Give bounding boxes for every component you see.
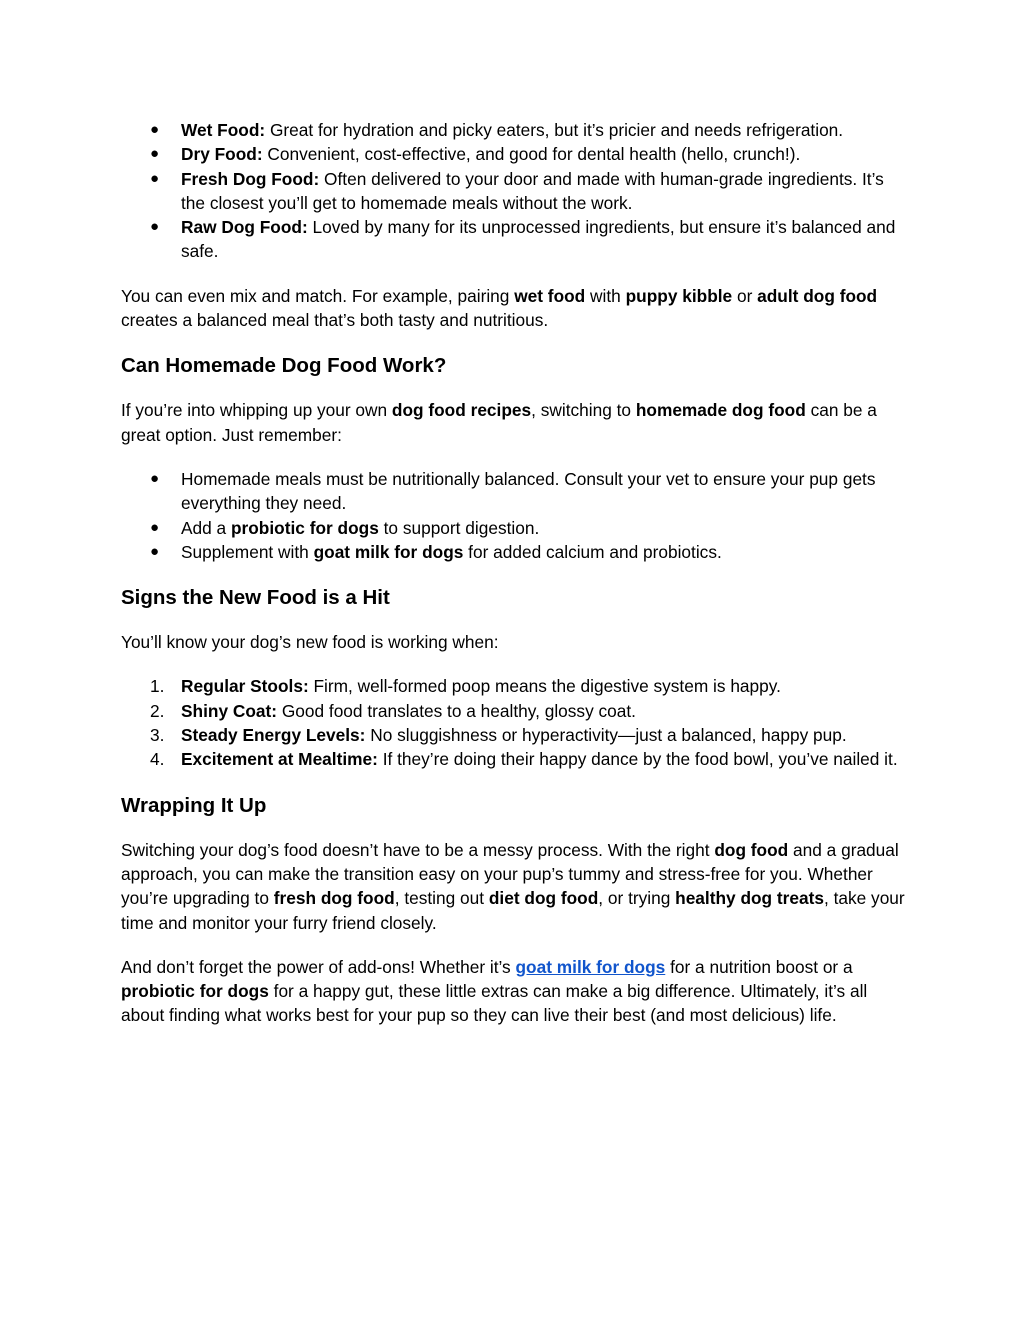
item-text: Homemade meals must be nutritionally balanced. Consult your vet to ensure your pup gets everything they need. <box>181 468 876 514</box>
bold-run: diet dog food <box>488 888 599 909</box>
text-run: with <box>585 285 626 306</box>
wrap-paragraph-1 <box>121 838 906 935</box>
item-text: If they’re doing their happy dance by the food bowl, you’ve nailed it. <box>377 749 898 770</box>
bullet-icon: ● <box>150 542 160 560</box>
bold-run: probiotic for dogs <box>121 981 269 1002</box>
item-text: Often delivered to your door and made with human-grade ingredients. It’s the closest you’ll get to homemade meals without the work. <box>181 168 884 213</box>
text-run: , switching to <box>531 400 636 421</box>
bold-run: probiotic for dogs <box>230 517 379 538</box>
item-label: Fresh Dog Food: <box>181 168 320 189</box>
item-label: Wet Food: <box>181 120 266 140</box>
item-label: Raw Dog Food: <box>181 217 308 238</box>
item-text: to support digestion. <box>378 517 540 538</box>
item-text: Firm, well-formed poop means the digestive system is happy. <box>308 676 781 697</box>
list-item <box>121 723 906 747</box>
list-item <box>121 516 906 540</box>
signs-heading: Signs the New Food is a Hit <box>121 586 390 610</box>
list-item <box>121 699 906 723</box>
bullet-icon: ● <box>150 121 160 138</box>
bullet-icon: ● <box>150 145 160 163</box>
list-item <box>121 215 906 264</box>
bold-run: adult dog food <box>757 285 878 306</box>
list-item <box>121 142 906 166</box>
homemade-intro <box>121 398 906 447</box>
list-item <box>121 467 906 516</box>
signs-intro: You’ll know your dog’s new food is working when: <box>121 632 499 653</box>
bullet-icon: ● <box>150 469 160 487</box>
text-run: If you’re into whipping up your own <box>121 400 392 421</box>
item-text: No sluggishness or hyperactivity—just a balanced, happy pup. <box>365 725 847 746</box>
item-label: Steady Energy Levels: <box>181 725 366 746</box>
signs-list <box>121 674 906 771</box>
mix-paragraph <box>121 284 906 333</box>
bold-run: puppy kibble <box>625 285 733 306</box>
bold-run: dog food <box>714 839 789 860</box>
item-text: Supplement with <box>181 541 314 562</box>
text-run: creates a balanced meal that’s both tasty and nutritious. <box>121 310 549 331</box>
bold-run: dog food recipes <box>391 400 532 421</box>
document-page <box>121 118 906 1028</box>
item-text: Good food translates to a healthy, glossy coat. <box>277 700 636 721</box>
item-number: 3. <box>150 725 165 746</box>
list-item <box>121 540 906 564</box>
item-number: 2. <box>150 700 165 721</box>
item-text: Great for hydration and picky eaters, but it’s pricier and needs refrigeration. <box>265 120 844 140</box>
list-item <box>121 167 906 216</box>
text-run: , take your time and monitor your furry friend closely. <box>121 888 905 933</box>
wrap-heading: Wrapping It Up <box>121 793 267 817</box>
bold-run: healthy dog treats <box>675 888 824 909</box>
text-run: , or trying <box>598 888 676 909</box>
item-label: Regular Stools: <box>181 676 309 697</box>
text-run: Switching your dog’s food doesn’t have to be a messy process. With the right <box>121 839 715 860</box>
homemade-heading: Can Homemade Dog Food Work? <box>121 354 447 378</box>
homemade-list <box>121 467 906 564</box>
food-types-list <box>121 118 906 264</box>
item-number: 1. <box>150 676 165 697</box>
bullet-icon: ● <box>150 518 160 536</box>
text-run: , testing out <box>394 888 489 909</box>
text-run: can be a great option. Just remember: <box>121 400 877 445</box>
bullet-icon: ● <box>150 218 160 236</box>
goat-milk-link[interactable]: goat milk for dogs <box>515 956 666 977</box>
text-run: for a happy gut, these little extras can make a big difference. Ultimately, it’s all about finding what works best for your pup so they can live their best (and most delicious) life. <box>121 981 868 1026</box>
item-number: 4. <box>150 749 165 770</box>
wrap-paragraph-2 <box>121 955 906 1028</box>
item-label: Excitement at Mealtime: <box>181 749 378 770</box>
list-item <box>121 118 906 142</box>
list-item <box>121 747 906 771</box>
text-run: And don’t forget the power of add-ons! Whether it’s <box>121 956 516 977</box>
text-run: and a gradual approach, you can make the transition easy on your pup’s tummy and stress-free for you. Whether you’re upgrading to <box>121 839 899 909</box>
item-label: Dry Food: <box>181 144 263 165</box>
item-text: Loved by many for its unprocessed ingredients, but ensure it’s balanced and safe. <box>181 217 896 262</box>
bold-run: fresh dog food <box>273 888 395 909</box>
text-run: or <box>732 285 758 306</box>
text-run: You can even mix and match. For example, pairing <box>121 285 515 306</box>
bullet-icon: ● <box>150 169 160 187</box>
bold-run: goat milk for dogs <box>313 541 464 562</box>
item-text: Add a <box>181 517 231 538</box>
bold-run: homemade dog food <box>635 400 806 421</box>
list-item <box>121 674 906 698</box>
text-run: for a nutrition boost or a <box>665 956 853 977</box>
item-text: Convenient, cost-effective, and good for dental health (hello, crunch!). <box>262 144 801 165</box>
bold-run: wet food <box>514 285 586 306</box>
item-label: Shiny Coat: <box>181 700 278 721</box>
item-text: for added calcium and probiotics. <box>463 541 722 562</box>
